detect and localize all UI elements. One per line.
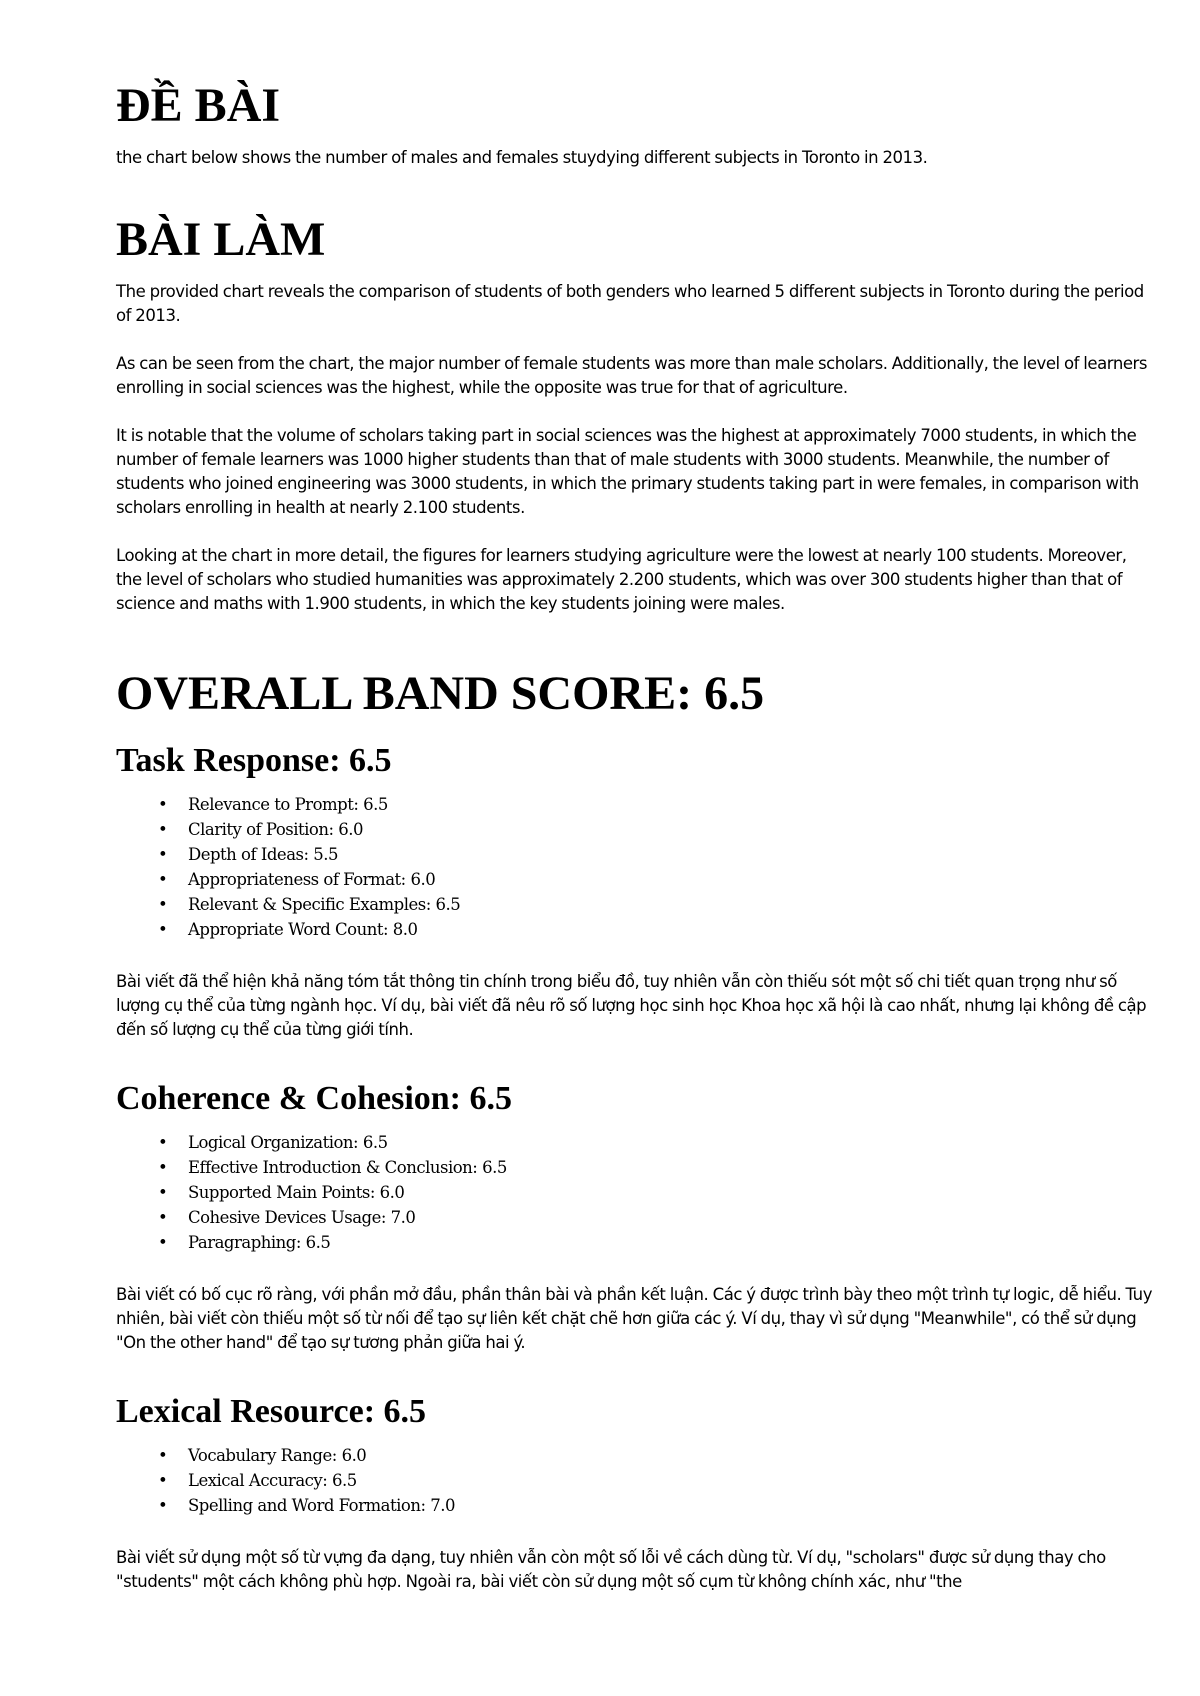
bullet-icon: • — [158, 1208, 168, 1227]
list-item: • Logical Organization: 6.5 — [116, 1130, 1156, 1155]
list-item: • Clarity of Position: 6.0 — [116, 817, 1156, 842]
task-response-comment: Bài viết đã thể hiện khả năng tóm tắt thông tin chính trong biểu đồ, tuy nhiên vẫn còn thiếu sót một số chi tiết quan trọng như số lượng cụ thể của từng ngành học. Ví dụ, bài viết đã nêu rõ số lượng học sinh học Khoa học xã hội là cao nhất, nhưng lại không đề cập đến số lượng cụ thể của từng giới tính. — [116, 972, 1147, 1039]
bullet-icon: • — [158, 845, 168, 864]
list-item: • Effective Introduction & Conclusion: 6.5 — [116, 1155, 1156, 1180]
essay-paragraph-2: As can be seen from the chart, the major number of female students was more than male scholars. Additionally, the level of learners enrolling in social sciences was the highest, while the opposite was true for that of agriculture. — [116, 354, 1148, 397]
bullet-icon: • — [158, 820, 168, 839]
prompt-heading: ĐỀ BÀI — [116, 79, 281, 132]
bullet-icon: • — [158, 795, 168, 814]
coherence-criteria-list — [116, 1130, 1156, 1255]
bullet-icon: • — [158, 920, 168, 939]
essay-paragraph-3: It is notable that the volume of scholars taking part in social sciences was the highest at approximately 7000 students, in which the number of female learners was 1000 higher students than that of male students with 3000 students. Meanwhile, the number of students who joined engineering was 3000 students, in which the primary students taking part in were females, in comparison with scholars enrolling in health at nearly 2.100 students. — [116, 426, 1139, 517]
lexical-resource-heading: Lexical Resource: 6.5 — [116, 1393, 427, 1430]
coherence-comment: Bài viết có bố cục rõ ràng, với phần mở đầu, phần thân bài và phần kết luận. Các ý được trình bày theo một trình tự logic, dễ hiểu. Tuy nhiên, bài viết còn thiếu một số từ nối để tạo sự liên kết chặt chẽ hơn giữa các ý. Ví dụ, thay vì sử dụng "Meanwhile", có thể sử dụng "On the other hand" để tạo sự tương phản giữa hai ý. — [116, 1285, 1153, 1352]
essay-heading: BÀI LÀM — [116, 213, 326, 266]
list-item: • Paragraphing: 6.5 — [116, 1230, 1156, 1255]
list-item: • Spelling and Word Formation: 7.0 — [116, 1493, 1156, 1518]
bullet-icon: • — [158, 1158, 168, 1177]
list-item: • Relevance to Prompt: 6.5 — [116, 792, 1156, 817]
prompt-text: the chart below shows the number of males and females stuydying different subjects in Toronto in 2013. — [116, 148, 928, 167]
bullet-icon: • — [158, 870, 168, 889]
bullet-icon: • — [158, 1496, 168, 1515]
essay-paragraph-4: Looking at the chart in more detail, the figures for learners studying agriculture were the lowest at nearly 100 students. Moreover, the level of scholars who studied humanities was approximately 2.200 students, which was over 300 students higher than that of science and maths with 1.900 students, in which the key students joining were males. — [116, 546, 1127, 613]
coherence-cohesion-heading: Coherence & Cohesion: 6.5 — [116, 1080, 512, 1117]
list-item: • Appropriateness of Format: 6.0 — [116, 867, 1156, 892]
lexical-comment: Bài viết sử dụng một số từ vựng đa dạng, tuy nhiên vẫn còn một số lỗi về cách dùng từ. Ví dụ, "scholars" được sử dụng thay cho "students" một cách không phù hợp. Ngoài ra, bài viết còn sử dụng một số cụm từ không chính xác, như "the — [116, 1548, 1106, 1591]
list-item: • Relevant & Specific Examples: 6.5 — [116, 892, 1156, 917]
bullet-icon: • — [158, 1183, 168, 1202]
bullet-icon: • — [158, 1471, 168, 1490]
essay-paragraph-1: The provided chart reveals the comparison of students of both genders who learned 5 different subjects in Toronto during the period of 2013. — [116, 282, 1144, 325]
list-item: • Appropriate Word Count: 8.0 — [116, 917, 1156, 942]
task-response-heading: Task Response: 6.5 — [116, 742, 392, 779]
list-item: • Vocabulary Range: 6.0 — [116, 1443, 1156, 1468]
list-item: • Depth of Ideas: 5.5 — [116, 842, 1156, 867]
list-item: • Supported Main Points: 6.0 — [116, 1180, 1156, 1205]
list-item: • Lexical Accuracy: 6.5 — [116, 1468, 1156, 1493]
bullet-icon: • — [158, 1233, 168, 1252]
task-response-criteria-list — [116, 792, 1156, 942]
bullet-icon: • — [158, 1446, 168, 1465]
document-page — [116, 78, 1156, 1594]
bullet-icon: • — [158, 1133, 168, 1152]
lexical-criteria-list — [116, 1443, 1156, 1518]
overall-band-score-heading: OVERALL BAND SCORE: 6.5 — [116, 667, 765, 720]
bullet-icon: • — [158, 895, 168, 914]
list-item: • Cohesive Devices Usage: 7.0 — [116, 1205, 1156, 1230]
